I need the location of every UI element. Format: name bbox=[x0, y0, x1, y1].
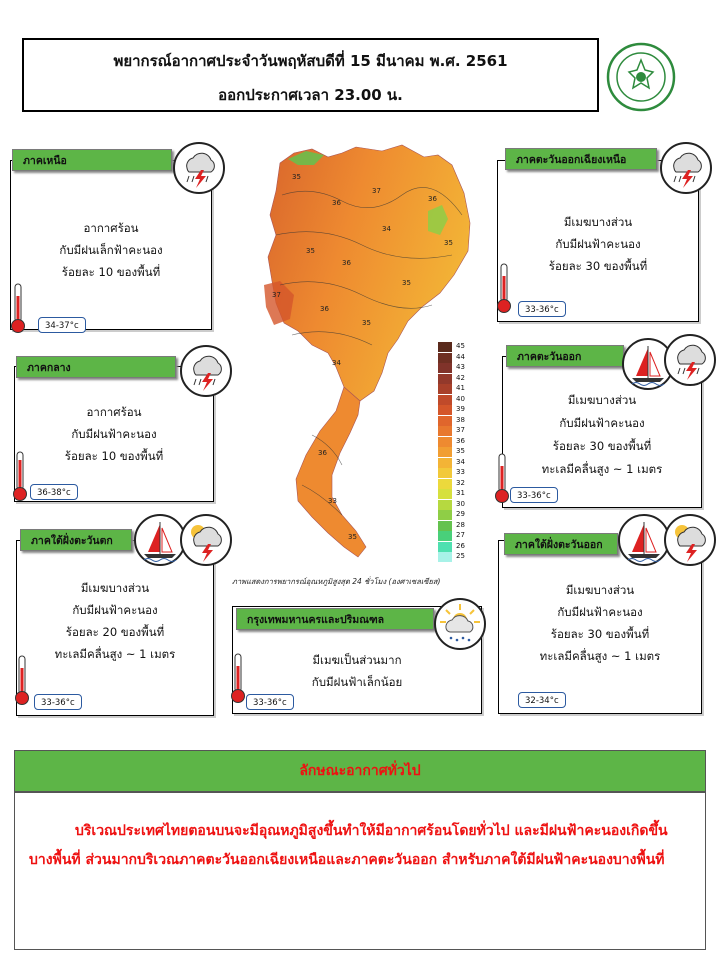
region-label-bangkok: กรุงเทพมหานครและปริมณฑล bbox=[236, 608, 434, 630]
central-thermometer-icon bbox=[12, 450, 28, 502]
general-weather-text: บริเวณประเทศไทยตอนบนจะมีอุณหภูมิสูงขึ้นทำให้มีอากาศร้อนโดยทั่วไป และมีฝนฟ้าคะนองเกิดขึ้นบางพื้นที่ ส่วนมากบริเวณภาคตะวันออกเฉียงเหนือและภาคตะวันออก สำหรับภาคใต้มีฝนฟ้าคะนองบางพื้นที่ bbox=[29, 823, 668, 868]
east-line4: ทะเลมีคลื่นสูง ~ 1 เมตร bbox=[541, 462, 663, 476]
legend-value: 39 bbox=[456, 405, 465, 413]
north-thunderstorm-icon bbox=[173, 142, 225, 194]
region-label-central: ภาคกลาง bbox=[16, 356, 176, 378]
region-label-northeast: ภาคตะวันออกเฉียงเหนือ bbox=[505, 148, 657, 170]
legend-value: 36 bbox=[456, 436, 465, 445]
south-east-line3: ร้อยละ 30 ของพื้นที่ bbox=[550, 627, 650, 641]
contour-label: 36 bbox=[332, 199, 341, 207]
central-line3: ร้อยละ 10 ของพื้นที่ bbox=[64, 449, 164, 463]
region-south-west-box bbox=[16, 540, 214, 716]
contour-label: 34 bbox=[382, 225, 391, 233]
north-line1: อากาศร้อน bbox=[83, 221, 139, 235]
legend-value: 34 bbox=[456, 457, 465, 466]
legend-value: 31 bbox=[456, 489, 465, 497]
contour-label: 37 bbox=[272, 291, 281, 299]
legend-value: 37 bbox=[456, 426, 465, 434]
contour-label: 34 bbox=[332, 359, 341, 367]
south-east-line4: ทะเลมีคลื่นสูง ~ 1 เมตร bbox=[539, 649, 661, 663]
legend-value: 45 bbox=[456, 342, 465, 350]
northeast-line1: มีเมฆบางส่วน bbox=[563, 215, 633, 229]
contour-label: 35 bbox=[402, 279, 411, 287]
legend-swatch bbox=[438, 384, 452, 394]
bangkok-line1: มีเมฆเป็นส่วนมาก bbox=[312, 653, 402, 667]
met-dept-logo bbox=[606, 42, 676, 112]
central-thunderstorm-icon bbox=[180, 345, 232, 397]
south-west-thermometer-icon bbox=[14, 654, 30, 706]
east-line2: กับมีฝนฟ้าคะนอง bbox=[559, 416, 645, 430]
region-south-east-box bbox=[498, 540, 702, 714]
bangkok-line2: กับมีฝนฟ้าเล็กน้อย bbox=[311, 675, 403, 689]
legend-value: 44 bbox=[456, 352, 465, 361]
met-dept-seal-icon bbox=[606, 42, 676, 112]
legend-value: 32 bbox=[456, 478, 465, 487]
legend-swatch bbox=[438, 479, 452, 489]
northeast-thermometer-icon bbox=[496, 262, 512, 314]
region-label-south-east: ภาคใต้ฝั่งตะวันออก bbox=[504, 533, 618, 555]
general-weather-heading: ลักษณะอากาศทั่วไป bbox=[14, 750, 706, 792]
contour-label: 35 bbox=[292, 173, 301, 181]
northeast-temp-range: 33-36°c bbox=[518, 301, 566, 317]
northeast-thunderstorm-icon bbox=[660, 142, 712, 194]
east-temp-range: 33-36°c bbox=[510, 487, 558, 503]
legend-value: 27 bbox=[456, 531, 465, 539]
legend-value: 28 bbox=[456, 520, 465, 529]
north-thermometer-icon bbox=[10, 282, 26, 334]
legend-value: 26 bbox=[456, 541, 465, 550]
south-east-sailboat-icon bbox=[618, 514, 670, 566]
legend-value: 30 bbox=[456, 499, 465, 508]
legend-swatch bbox=[438, 437, 452, 447]
legend-swatch bbox=[438, 489, 452, 499]
bangkok-temp-range: 33-36°c bbox=[246, 694, 294, 710]
south-east-line2: กับมีฝนฟ้าคะนอง bbox=[557, 605, 643, 619]
legend-swatch bbox=[438, 542, 452, 552]
legend-swatch bbox=[438, 353, 452, 363]
central-temp-range: 36-38°c bbox=[30, 484, 78, 500]
north-line2: กับมีฝนเล็กฟ้าคะนอง bbox=[59, 243, 163, 257]
legend-swatch bbox=[438, 500, 452, 510]
contour-label: 36 bbox=[342, 259, 351, 267]
legend-swatch bbox=[438, 363, 452, 373]
region-label-south-west: ภาคใต้ฝั่งตะวันตก bbox=[20, 529, 132, 551]
legend-swatch bbox=[438, 521, 452, 531]
northeast-line2: กับมีฝนฟ้าคะนอง bbox=[555, 237, 641, 251]
south-east-temp-range: 32-34°c bbox=[518, 692, 566, 708]
legend-swatch bbox=[438, 416, 452, 426]
south-east-thunderstorm-icon bbox=[664, 514, 716, 566]
legend-swatch bbox=[438, 405, 452, 415]
south-west-line3: ร้อยละ 20 ของพื้นที่ bbox=[65, 625, 165, 639]
south-west-line2: กับมีฝนฟ้าคะนอง bbox=[72, 603, 158, 617]
north-temp-range: 34-37°c bbox=[38, 317, 86, 333]
legend-value: 25 bbox=[456, 552, 465, 560]
contour-label: 35 bbox=[306, 247, 315, 255]
temperature-legend bbox=[438, 342, 478, 572]
legend-swatch bbox=[438, 342, 452, 352]
contour-label: 37 bbox=[372, 187, 381, 195]
contour-label: 35 bbox=[348, 533, 357, 541]
contour-label: 35 bbox=[444, 239, 453, 247]
legend-value: 38 bbox=[456, 415, 465, 424]
east-line3: ร้อยละ 30 ของพื้นที่ bbox=[552, 439, 652, 453]
region-label-north: ภาคเหนือ bbox=[12, 149, 172, 171]
south-west-sailboat-icon bbox=[134, 514, 186, 566]
legend-swatch bbox=[438, 395, 452, 405]
map-southern-peninsula bbox=[296, 387, 366, 557]
contour-label: 33 bbox=[328, 497, 337, 505]
south-west-line1: มีเมฆบางส่วน bbox=[80, 581, 150, 595]
general-weather-box bbox=[14, 792, 706, 950]
legend-swatch bbox=[438, 458, 452, 468]
central-line2: กับมีฝนฟ้าคะนอง bbox=[71, 427, 157, 441]
forecast-title-box bbox=[22, 38, 599, 112]
central-line1: อากาศร้อน bbox=[86, 405, 142, 419]
legend-swatch bbox=[438, 426, 452, 436]
legend-value: 35 bbox=[456, 447, 465, 455]
south-west-thunderstorm-icon bbox=[180, 514, 232, 566]
legend-value: 33 bbox=[456, 468, 465, 476]
map-caption: ภาพแสดงการพยากรณ์อุณหภูมิสูงสุด 24 ชั่วโมง (องศาเซลเซียส) bbox=[232, 577, 441, 586]
south-west-line4: ทะเลมีคลื่นสูง ~ 1 เมตร bbox=[54, 647, 176, 661]
legend-swatch bbox=[438, 447, 452, 457]
east-line1: มีเมฆบางส่วน bbox=[567, 393, 637, 407]
contour-label: 35 bbox=[362, 319, 371, 327]
legend-swatch bbox=[438, 552, 452, 562]
contour-label: 36 bbox=[320, 305, 329, 313]
forecast-title: พยากรณ์อากาศประจำวันพฤหัสบดีที่ 15 มีนาคม พ.ศ. 2561 bbox=[113, 52, 508, 70]
legend-swatch bbox=[438, 374, 452, 384]
contour-label: 36 bbox=[318, 449, 327, 457]
south-east-line1: มีเมฆบางส่วน bbox=[565, 583, 635, 597]
bangkok-cloud-rain-sun-icon bbox=[434, 598, 486, 650]
northeast-line3: ร้อยละ 30 ของพื้นที่ bbox=[548, 259, 648, 273]
legend-swatch bbox=[438, 468, 452, 478]
legend-value: 43 bbox=[456, 363, 465, 371]
region-label-east: ภาคตะวันออก bbox=[506, 345, 624, 367]
contour-label: 36 bbox=[428, 195, 437, 203]
south-west-temp-range: 33-36°c bbox=[34, 694, 82, 710]
north-line3: ร้อยละ 10 ของพื้นที่ bbox=[61, 265, 161, 279]
legend-value: 41 bbox=[456, 384, 465, 392]
legend-value: 40 bbox=[456, 394, 465, 403]
east-thermometer-icon bbox=[494, 452, 510, 504]
legend-swatch bbox=[438, 510, 452, 520]
legend-swatch bbox=[438, 531, 452, 541]
bangkok-thermometer-icon bbox=[230, 652, 246, 704]
legend-value: 42 bbox=[456, 373, 465, 382]
legend-value: 29 bbox=[456, 510, 465, 518]
east-thunderstorm-icon bbox=[664, 334, 716, 386]
issue-time: ออกประกาศเวลา 23.00 น. bbox=[218, 86, 403, 104]
